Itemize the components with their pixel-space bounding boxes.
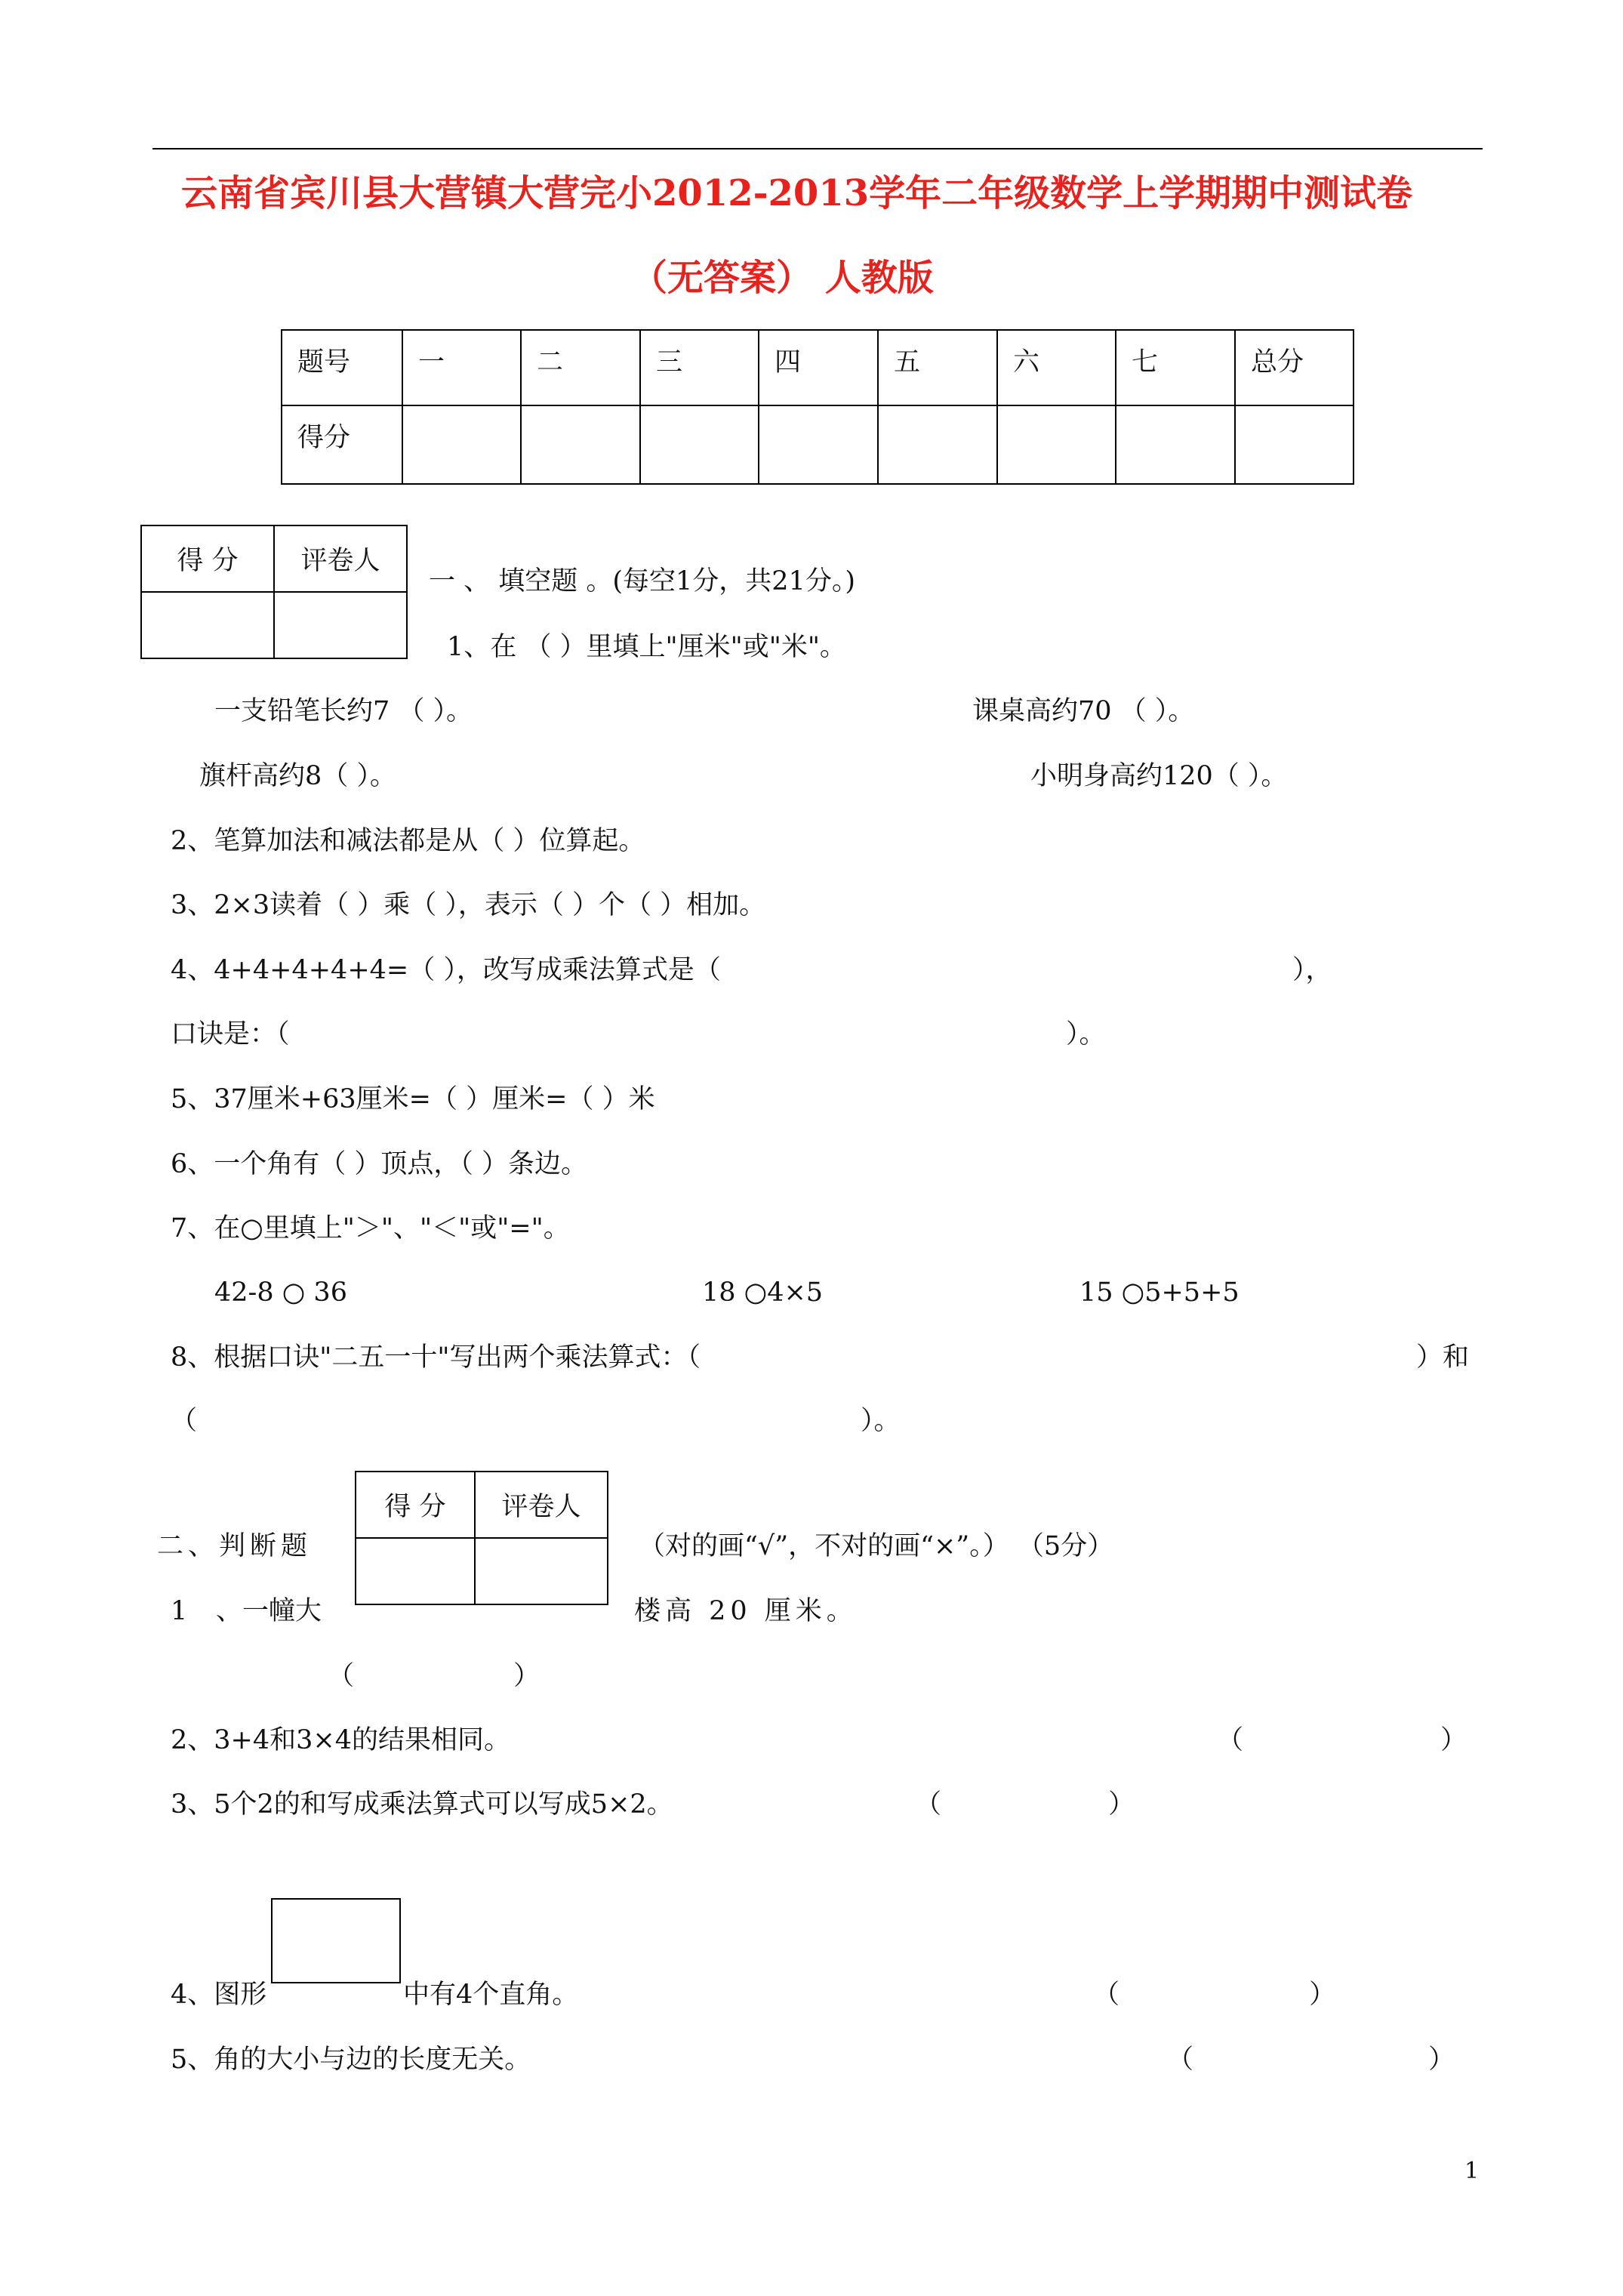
- page-title-line2: （无答案） 人教版: [631, 257, 934, 299]
- section1-heading: 一 、 填空题 。(每空1分，共21分。): [429, 566, 855, 596]
- score-header-cell: 四: [759, 330, 878, 405]
- question-3: 3、2×3读着（ ）乘（ ），表示（ ）个（ ）相加。: [171, 890, 766, 920]
- grader-name-label: 评卷人: [475, 1472, 608, 1538]
- grader-score-label: 得 分: [141, 525, 274, 592]
- question-7c: 15 ○5+5+5: [1079, 1277, 1240, 1308]
- question-7: 7、在○里填上"＞"、"＜"或"="。: [171, 1213, 570, 1244]
- grader-score-cell: [141, 592, 274, 658]
- question-4-rhyme: 口诀是：（: [171, 1019, 290, 1049]
- judge-4-tail: 中有4个直角。: [403, 1980, 579, 2010]
- score-table-score-row: [282, 405, 1354, 484]
- question-1: 1、在 （ ）里填上"厘米"或"米"。: [447, 632, 846, 662]
- page-title-line1: 云南省宾川县大营镇大营完小2012-2013学年二年级数学上学期期中测试卷: [181, 172, 1413, 214]
- grader-name-cell: [475, 1538, 608, 1604]
- judge-1-answer: （ ）: [328, 1661, 540, 1691]
- question-7a: 42-8 ○ 36: [214, 1277, 347, 1308]
- judge-3-answer: （ ）: [915, 1789, 1135, 1820]
- question-4-close: ），: [1292, 955, 1332, 985]
- judge-2: 2、3+4和3×4的结果相同。: [171, 1725, 510, 1755]
- score-cell: [1116, 405, 1235, 484]
- score-cell: [1235, 405, 1354, 484]
- judge-4: 4、图形: [171, 1980, 267, 2010]
- grader-score-cell: [356, 1538, 475, 1604]
- score-cell: [997, 405, 1116, 484]
- judge-5-answer: （ ）: [1167, 2045, 1455, 2075]
- score-header-cell: 六: [997, 330, 1116, 405]
- grader-box-section1: [140, 525, 408, 659]
- score-header-cell: 三: [640, 330, 759, 405]
- score-table-header-row: [282, 330, 1354, 405]
- question-2: 2、笔算加法和减法都是从（ ）位算起。: [171, 826, 645, 856]
- judge-4-answer: （ ）: [1093, 1980, 1336, 2010]
- score-header-cell: 五: [878, 330, 997, 405]
- question-8-and: ）和: [1416, 1342, 1470, 1373]
- question-8-second-close: ）。: [861, 1406, 901, 1436]
- judge-1: 、一幢大: [216, 1596, 322, 1626]
- score-header-cell: 总分: [1235, 330, 1354, 405]
- question-1b: 课桌高约70 （ ）。: [972, 696, 1195, 726]
- score-cell: [759, 405, 878, 484]
- question-4-rhyme-close: ）。: [1066, 1019, 1106, 1049]
- score-row-label: 得分: [282, 405, 402, 484]
- question-8-second: （: [171, 1406, 198, 1436]
- score-cell: [640, 405, 759, 484]
- score-header-cell: 一: [402, 330, 521, 405]
- section2-heading: 二、判断题: [157, 1531, 313, 1561]
- header-rule: [152, 148, 1483, 149]
- grader-name-label: 评卷人: [274, 525, 407, 592]
- judge-2-answer: （ ）: [1217, 1725, 1467, 1755]
- rectangle-figure: [271, 1898, 401, 1983]
- question-1a: 一支铅笔长约7 （ ）。: [214, 696, 473, 726]
- score-header-cell: 七: [1116, 330, 1235, 405]
- question-4: 4、4+4+4+4+4=（ ），改写成乘法算式是（: [171, 955, 721, 985]
- page-number: 1: [1464, 2158, 1480, 2184]
- judge-3: 3、5个2的和写成乘法算式可以写成5×2。: [171, 1789, 673, 1820]
- score-cell: [402, 405, 521, 484]
- grader-score-label: 得 分: [356, 1472, 475, 1538]
- grader-name-cell: [274, 592, 407, 658]
- question-6: 6、一个角有（ ）顶点，（ ）条边。: [171, 1149, 588, 1179]
- question-7b: 18 ○4×5: [702, 1277, 824, 1308]
- grader-box-section2: [355, 1471, 608, 1605]
- question-8: 8、根据口诀"二五一十"写出两个乘法算式：（: [171, 1342, 701, 1373]
- question-1d: 小明身高约120（ ）。: [1030, 761, 1288, 791]
- judge-1-number: 1: [171, 1596, 188, 1626]
- question-1c: 旗杆高约8（ ）。: [199, 761, 396, 791]
- score-header-cell: 二: [521, 330, 640, 405]
- score-table: [281, 329, 1354, 485]
- score-cell: [878, 405, 997, 484]
- question-5: 5、37厘米+63厘米=（ ）厘米=（ ）米: [171, 1084, 655, 1114]
- score-cell: [521, 405, 640, 484]
- judge-1-tail: 楼高 20 厘米。: [634, 1596, 858, 1626]
- score-header-cell: 题号: [282, 330, 402, 405]
- section2-instruction: （对的画“√”，不对的画“×”。） （5分）: [639, 1531, 1114, 1561]
- judge-5: 5、角的大小与边的长度无关。: [171, 2045, 531, 2075]
